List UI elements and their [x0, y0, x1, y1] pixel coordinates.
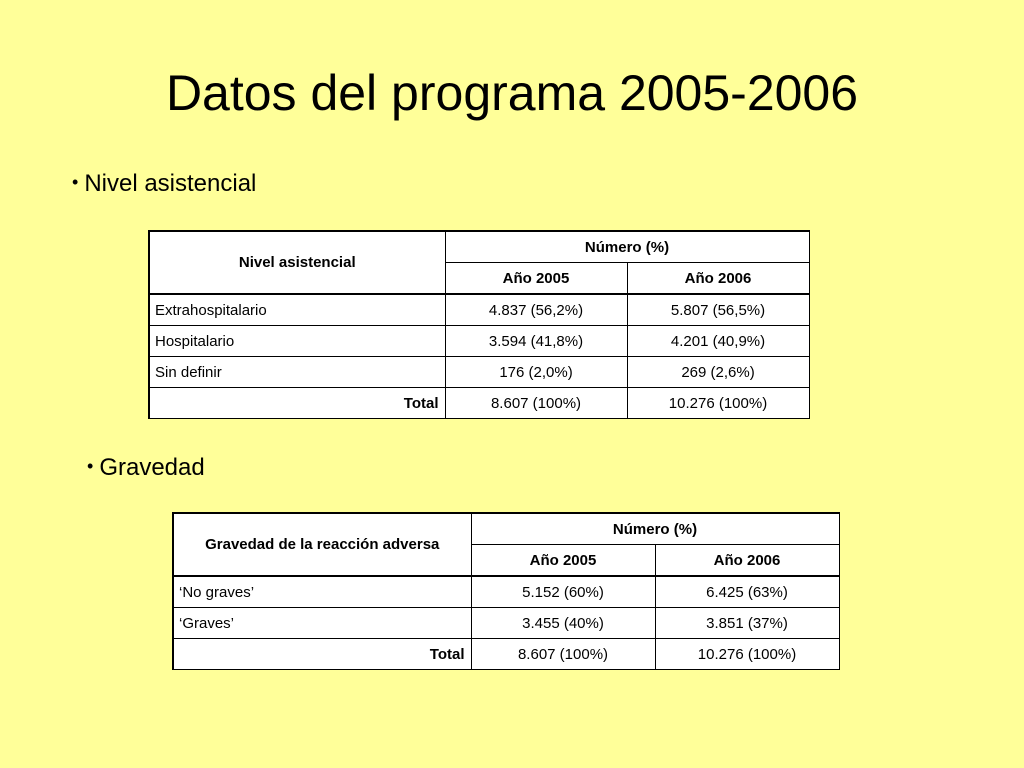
bullet-dot-icon: •	[87, 456, 94, 476]
table-row	[173, 576, 839, 608]
table-col-header-2005: Año 2005	[445, 263, 627, 295]
table-row	[149, 357, 809, 388]
table-cell-2005: 4.837 (56,2%)	[445, 294, 627, 326]
table-total-label: Total	[173, 639, 471, 670]
table-cell-2006: 3.851 (37%)	[655, 608, 839, 639]
table-row-header: Nivel asistencial	[149, 231, 445, 294]
bullet-label: Gravedad	[99, 454, 205, 481]
gravedad-table	[172, 512, 840, 670]
table-total-2006: 10.276 (100%)	[627, 388, 809, 419]
table-col-header-2006: Año 2006	[655, 545, 839, 577]
table-col-header-2005: Año 2005	[471, 545, 655, 577]
table-cell-2006: 4.201 (40,9%)	[627, 326, 809, 357]
table-total-2005: 8.607 (100%)	[471, 639, 655, 670]
table-group-header: Número (%)	[445, 231, 809, 263]
table-cell-2006: 6.425 (63%)	[655, 576, 839, 608]
table-row	[149, 294, 809, 326]
table-cell-2005: 3.455 (40%)	[471, 608, 655, 639]
table-row	[149, 326, 809, 357]
table-cell-label: ‘Graves’	[173, 608, 471, 639]
table-group-header: Número (%)	[471, 513, 839, 545]
table-total-2005: 8.607 (100%)	[445, 388, 627, 419]
bullet-dot-icon: •	[72, 172, 79, 192]
page-title: Datos del programa 2005-2006	[165, 65, 859, 121]
table-cell-label: Sin definir	[149, 357, 445, 388]
table-row-header: Gravedad de la reacción adversa	[173, 513, 471, 576]
bullet-nivel-asistencial	[72, 170, 256, 198]
table-cell-label: ‘No graves’	[173, 576, 471, 608]
table-total-row	[149, 388, 809, 419]
bullet-gravedad	[87, 454, 205, 482]
table-cell-2005: 5.152 (60%)	[471, 576, 655, 608]
table-cell-label: Extrahospitalario	[149, 294, 445, 326]
table-total-2006: 10.276 (100%)	[655, 639, 839, 670]
table-total-row	[173, 639, 839, 670]
table-cell-2005: 3.594 (41,8%)	[445, 326, 627, 357]
table-row	[173, 608, 839, 639]
nivel-asistencial-table	[148, 230, 810, 419]
table-cell-2006: 5.807 (56,5%)	[627, 294, 809, 326]
table-cell-2006: 269 (2,6%)	[627, 357, 809, 388]
table-total-label: Total	[149, 388, 445, 419]
table-col-header-2006: Año 2006	[627, 263, 809, 295]
bullet-label: Nivel asistencial	[84, 170, 257, 197]
table-cell-label: Hospitalario	[149, 326, 445, 357]
table-cell-2005: 176 (2,0%)	[445, 357, 627, 388]
